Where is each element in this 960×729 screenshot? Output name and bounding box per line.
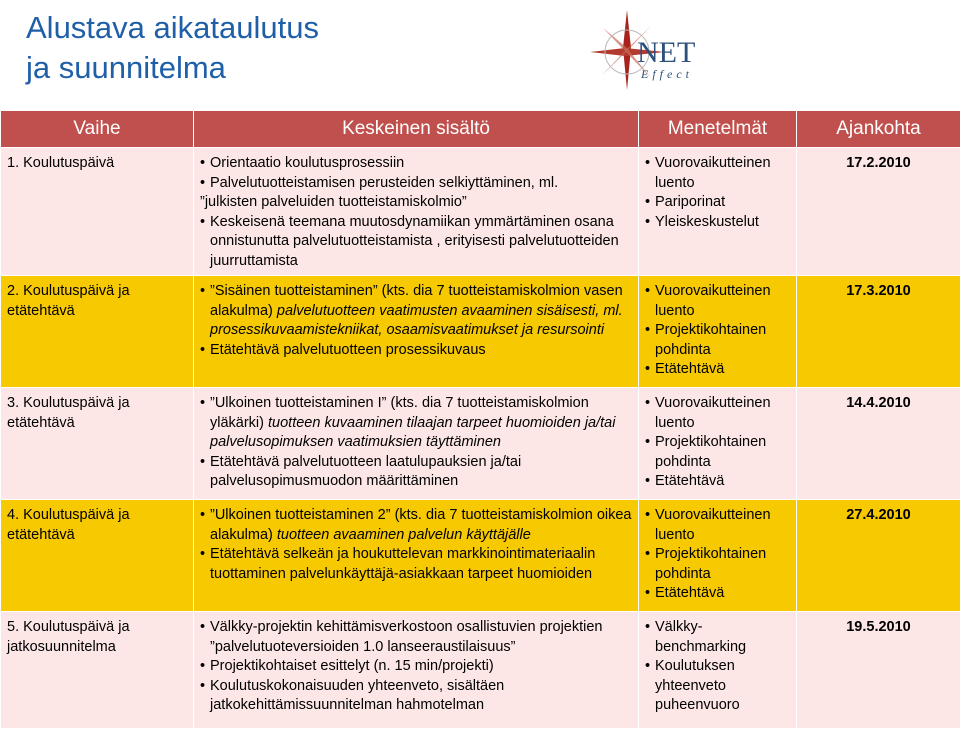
date-cell: 27.4.2010 bbox=[797, 500, 960, 612]
item-text: ”Ulkoinen tuotteistaminen 2” (kts. dia 7 tuotteistamiskolmion oikea alakulma) bbox=[210, 507, 632, 543]
item-text-italic: tuotteen avaaminen palvelun käyttäjälle bbox=[277, 527, 531, 543]
list-item: • Etätehtävä bbox=[645, 472, 790, 492]
list-item bbox=[200, 506, 632, 545]
methods-cell bbox=[639, 500, 797, 612]
list-item: • Etätehtävä bbox=[645, 360, 790, 380]
item-text-italic: palvelutuotteen vaatimusten avaaminen sisäisesti, ml. prosessikuvaamistekniikat, osaamisvaatimukset ja resursointi bbox=[210, 303, 623, 339]
methods-cell bbox=[639, 388, 797, 500]
content-cell bbox=[194, 388, 639, 500]
list-item: • Koulutuskokonaisuuden yhteenveto, sisältäen jatkokehittämissuunnitelman hahmotelman bbox=[200, 677, 632, 716]
schedule-table bbox=[0, 110, 960, 729]
phase-cell: 1. Koulutuspäivä bbox=[1, 148, 194, 276]
list-item: • Projektikohtainen pohdinta bbox=[645, 545, 790, 584]
list-item: • Etätehtävä palvelutuotteen prosessikuvaus bbox=[200, 341, 632, 361]
phase-cell: 4. Koulutuspäivä ja etätehtävä bbox=[1, 500, 194, 612]
list-item: • Keskeisenä teemana muutosdynamiikan ymmärtäminen osana onnistunutta palvelutuotteistamista , erityisesti palvelutuotteiden juurruttamista bbox=[200, 213, 632, 272]
logo-text-net: NET bbox=[637, 36, 695, 69]
list-item: • Vuorovaikutteinen luento bbox=[645, 506, 790, 545]
item-text-italic: tuotteen kuvaaminen tilaajan tarpeet huomioiden ja/tai palvelusopimuksen vaatimuksien täyttäminen bbox=[210, 415, 615, 451]
phase-cell: 3. Koulutuspäivä ja etätehtävä bbox=[1, 388, 194, 500]
table-row bbox=[1, 388, 960, 500]
phase-cell: 2. Koulutuspäivä ja etätehtävä bbox=[1, 276, 194, 388]
header-phase: Vaihe bbox=[1, 111, 194, 148]
date-cell: 17.3.2010 bbox=[797, 276, 960, 388]
net-effect-logo bbox=[585, 8, 715, 108]
list-item: • Koulutuksen yhteenveto puheenvuoro bbox=[645, 657, 790, 716]
logo-text-effect: Effect bbox=[640, 67, 693, 81]
list-item: • Välkky-projektin kehittämisverkostoon osallistuvien projektien ”palvelutuoteversioiden 1.0 lanseeraustilaisuus” bbox=[200, 618, 632, 657]
list-item: • Etätehtävä palvelutuotteen laatulupauksien ja/tai palvelusopimusmuodon määrittäminen bbox=[200, 453, 632, 492]
list-item: • Projektikohtainen pohdinta bbox=[645, 433, 790, 472]
list-item: • Välkky-benchmarking bbox=[645, 618, 790, 657]
item-text: ”Ulkoinen tuotteistaminen I” (kts. dia 7 tuotteistamiskolmion yläkärki) bbox=[210, 395, 589, 431]
table-row bbox=[1, 276, 960, 388]
date-cell: 14.4.2010 bbox=[797, 388, 960, 500]
date-cell: 19.5.2010 bbox=[797, 612, 960, 729]
content-cell bbox=[194, 500, 639, 612]
list-item: • Etätehtävä selkeän ja houkuttelevan markkinointimateriaalin tuottaminen palvelunkäyttäjä-asiakkaan tarpeet huomioiden bbox=[200, 545, 632, 584]
list-item: • Palvelutuotteistamisen perusteiden selkiyttäminen, ml. bbox=[200, 174, 632, 194]
table-row bbox=[1, 500, 960, 612]
methods-cell bbox=[639, 276, 797, 388]
table-row bbox=[1, 148, 960, 276]
header-content: Keskeinen sisältö bbox=[194, 111, 639, 148]
list-item: • Yleiskeskustelut bbox=[645, 213, 790, 233]
item-text: ”Sisäinen tuotteistaminen” (kts. dia 7 tuotteistamiskolmion vasen alakulma) bbox=[210, 283, 623, 319]
content-cell bbox=[194, 148, 639, 276]
list-item: • Etätehtävä bbox=[645, 584, 790, 604]
content-cell bbox=[194, 276, 639, 388]
list-item: • Vuorovaikutteinen luento bbox=[645, 154, 790, 193]
list-item bbox=[200, 394, 632, 453]
methods-cell bbox=[639, 148, 797, 276]
slide-title bbox=[26, 8, 319, 88]
list-item: • Orientaatio koulutusprosessiin bbox=[200, 154, 632, 174]
list-item: • Vuorovaikutteinen luento bbox=[645, 394, 790, 433]
date-cell: 17.2.2010 bbox=[797, 148, 960, 276]
list-item bbox=[200, 282, 632, 341]
list-item: • Projektikohtainen pohdinta bbox=[645, 321, 790, 360]
phase-cell: 5. Koulutuspäivä ja jatkosuunnitelma bbox=[1, 612, 194, 729]
list-item: • Projektikohtaiset esittelyt (n. 15 min/projekti) bbox=[200, 657, 632, 677]
list-item: • Pariporinat bbox=[645, 193, 790, 213]
content-cell bbox=[194, 612, 639, 729]
header-methods: Menetelmät bbox=[639, 111, 797, 148]
header-date: Ajankohta bbox=[797, 111, 960, 148]
table-header-row bbox=[1, 111, 960, 148]
title-line-2: ja suunnitelma bbox=[26, 50, 226, 85]
table-row bbox=[1, 612, 960, 729]
title-line-1: Alustava aikataulutus bbox=[26, 10, 319, 45]
list-item-continuation: ”julkisten palveluiden tuotteistamiskolmio” bbox=[200, 193, 632, 213]
list-item: • Vuorovaikutteinen luento bbox=[645, 282, 790, 321]
methods-cell bbox=[639, 612, 797, 729]
